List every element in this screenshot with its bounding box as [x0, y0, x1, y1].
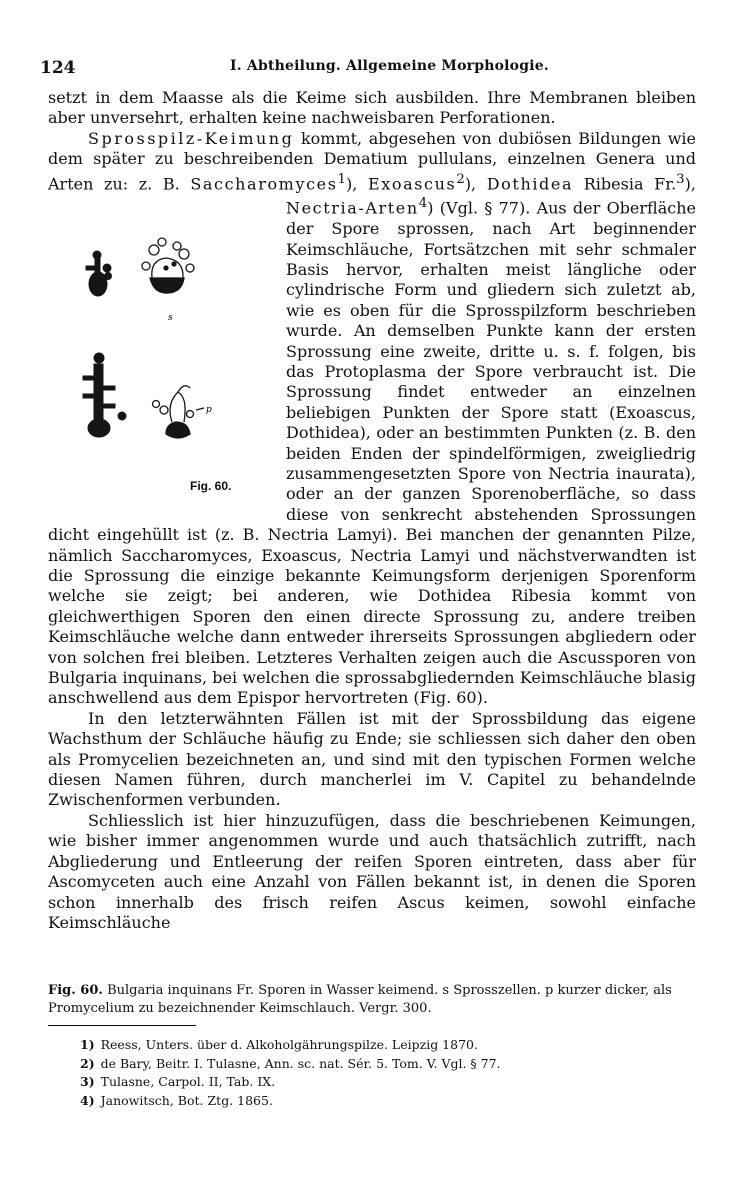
footnote-ref-1: 1: [337, 171, 347, 187]
page-number: 124: [40, 58, 76, 78]
footnote-ref-4: 4: [418, 196, 428, 212]
text-span: ),: [684, 173, 696, 193]
footnote-ref-2: 2: [456, 171, 465, 187]
figure-60-illustration: [38, 198, 276, 498]
paragraph-2: [48, 129, 696, 709]
footnote-text: Reess, Unters. über d. Alkoholgährungspilze. Leipzig 1870.: [100, 1037, 478, 1052]
text-span: ) (Vgl. § 77). Aus der Oberfläche der Spore sprossen, nach Art beginnender Keimschläuche, Fortsätzchen mit sehr schmaler Basis hervor, erhalten meist längliche oder cylindrische Form und gliedern sich zuletzt ab, wie es oben für die Sprosspilzform beschrieben wurde. An demselben Punkte kann der ersten Sprossung eine zweite, dritte u. s. f. folgen, bis das Protoplasma der Spore verbraucht ist. Die Sprossung findet entweder an einzelnen beliebigen Punkten der Spore statt (Exoascus, Dothidea), oder an bestimmten Punkten (z. B. den beiden Enden der spindelförmigen, zweigliedrig zusammengesetzten Spore von Nectria inaurata), oder an der ganzen Sporenoberfläche, so dass diese von senkrecht abstehenden Sprossungen dicht eingehüllt ist (z. B. Nectria Lamyi). Bei manchen der genannten Pilze, nämlich Saccharomyces, Exoascus, Nectria Lamyi und nächstverwandten ist die Sprossung die einzige bekannte Keimungsform derjenigen Sporenform welche sie zeigt; bei anderen, wie Dothidea Ribesia kommt von gleichwerthigen Sporen den einen directe Sprossung zu, andere treiben Keimschläuche welche dann entweder ihrerseits Sprossungen abgliedern oder von solchen frei bleiben. Letzteres Verhalten zeigen auch die Ascussporen von Bulgaria inquinans, bei welchen die sprossabgliedernden Keimschläuche blasig anschwellend aus dem Epispor hervortreten (Fig. 60).: [48, 198, 696, 708]
text-span: ),: [346, 173, 368, 193]
footnote: [80, 1036, 700, 1055]
footnotes: [80, 1036, 700, 1110]
body-text: [48, 88, 696, 933]
spore-top-left: [86, 251, 112, 296]
genus-dothidea: Dothidea: [486, 173, 574, 193]
figure-mark-p: p: [206, 405, 212, 416]
text-span: kommt, abgesehen von dubiösen Bildungen wie dem später zu beschreibenden Dematium pullulans, einzelnen Genera und Arten zu: z. B.: [48, 128, 696, 193]
text-span: ),: [464, 173, 487, 193]
paragraph-1: setzt in dem Maasse als die Keime sich ausbilden. Ihre Membranen bleiben aber unversehrt, erhalten keine nachweisbaren Perforationen.: [48, 88, 696, 128]
paragraph-3: In den letzterwähnten Fällen ist mit der Sprossbildung das eigene Wachsthum der Schläuche häufig zu Ende; sie schliessen sich daher den oben als Promycelien bezeichneten an, und sind mit den typischen Formen welche diesen Namen führen, durch mancherlei im V. Capitel zu behandelnde Zwischenformen verbunden.: [48, 708, 696, 810]
figure-60: [38, 198, 276, 518]
footnote: [80, 1055, 700, 1074]
caption-figref: Fig. 60.: [48, 983, 103, 998]
paragraph-4: Schliesslich ist hier hinzuzufügen, dass die beschriebenen Keimungen, wie bisher immer angenommen wurde und auch thatsächlich zutrifft, nach Abgliederung und Entleerung der reifen Sporen eintreten, dass aber für Ascomyceten auch eine Anzahl von Fällen bekannt ist, in denen die Sporen schon innerhalb des frisch reifen Ascus keimen, sowohl einfache Keimschläuche: [48, 810, 696, 932]
spore-top-right: [142, 238, 194, 293]
footnote-text: Janowitsch, Bot. Ztg. 1865.: [100, 1092, 273, 1108]
caption-text: Bulgaria inquinans Fr. Sporen in Wasser keimend. s Sprosszellen. p kurzer dicker, als Promycelium zu bezeichnender Keimschlauch. Vergr. 300.: [48, 983, 672, 1016]
footnote: [80, 1092, 700, 1111]
footnote-ref-3: 3: [676, 171, 685, 187]
footnote: [80, 1073, 700, 1092]
genus-saccharomyces: Saccharomyces: [190, 173, 338, 193]
figure-label: Fig. 60.: [190, 479, 232, 494]
term-sprosspilz-keimung: Sprosspilz-Keimung: [88, 128, 295, 148]
figure-mark-s: s: [168, 313, 173, 324]
footnote-marker: 3): [80, 1074, 95, 1089]
footnote-divider: [48, 1025, 196, 1026]
text-span: Ribesia Fr.: [573, 173, 677, 193]
footnote-marker: 2): [80, 1055, 95, 1071]
spore-bottom-left: [83, 353, 126, 437]
footnote-marker: 4): [80, 1092, 95, 1108]
footnote-text: de Bary, Beitr. I. Tulasne, Ann. sc. nat. Sér. 5. Tom. V. Vgl. § 77.: [100, 1055, 501, 1071]
footnote-text: Tulasne, Carpol. II, Tab. IX.: [100, 1074, 276, 1089]
page-header: [40, 58, 700, 80]
spore-bottom-right: [153, 386, 205, 438]
genus-nectria: Nectria-Arten: [286, 198, 419, 218]
figure-caption: [48, 982, 700, 1018]
genus-exoascus: Exoascus: [367, 173, 457, 193]
footnote-marker: 1): [80, 1037, 95, 1052]
running-head: I. Abtheilung. Allgemeine Morphologie.: [230, 58, 549, 74]
